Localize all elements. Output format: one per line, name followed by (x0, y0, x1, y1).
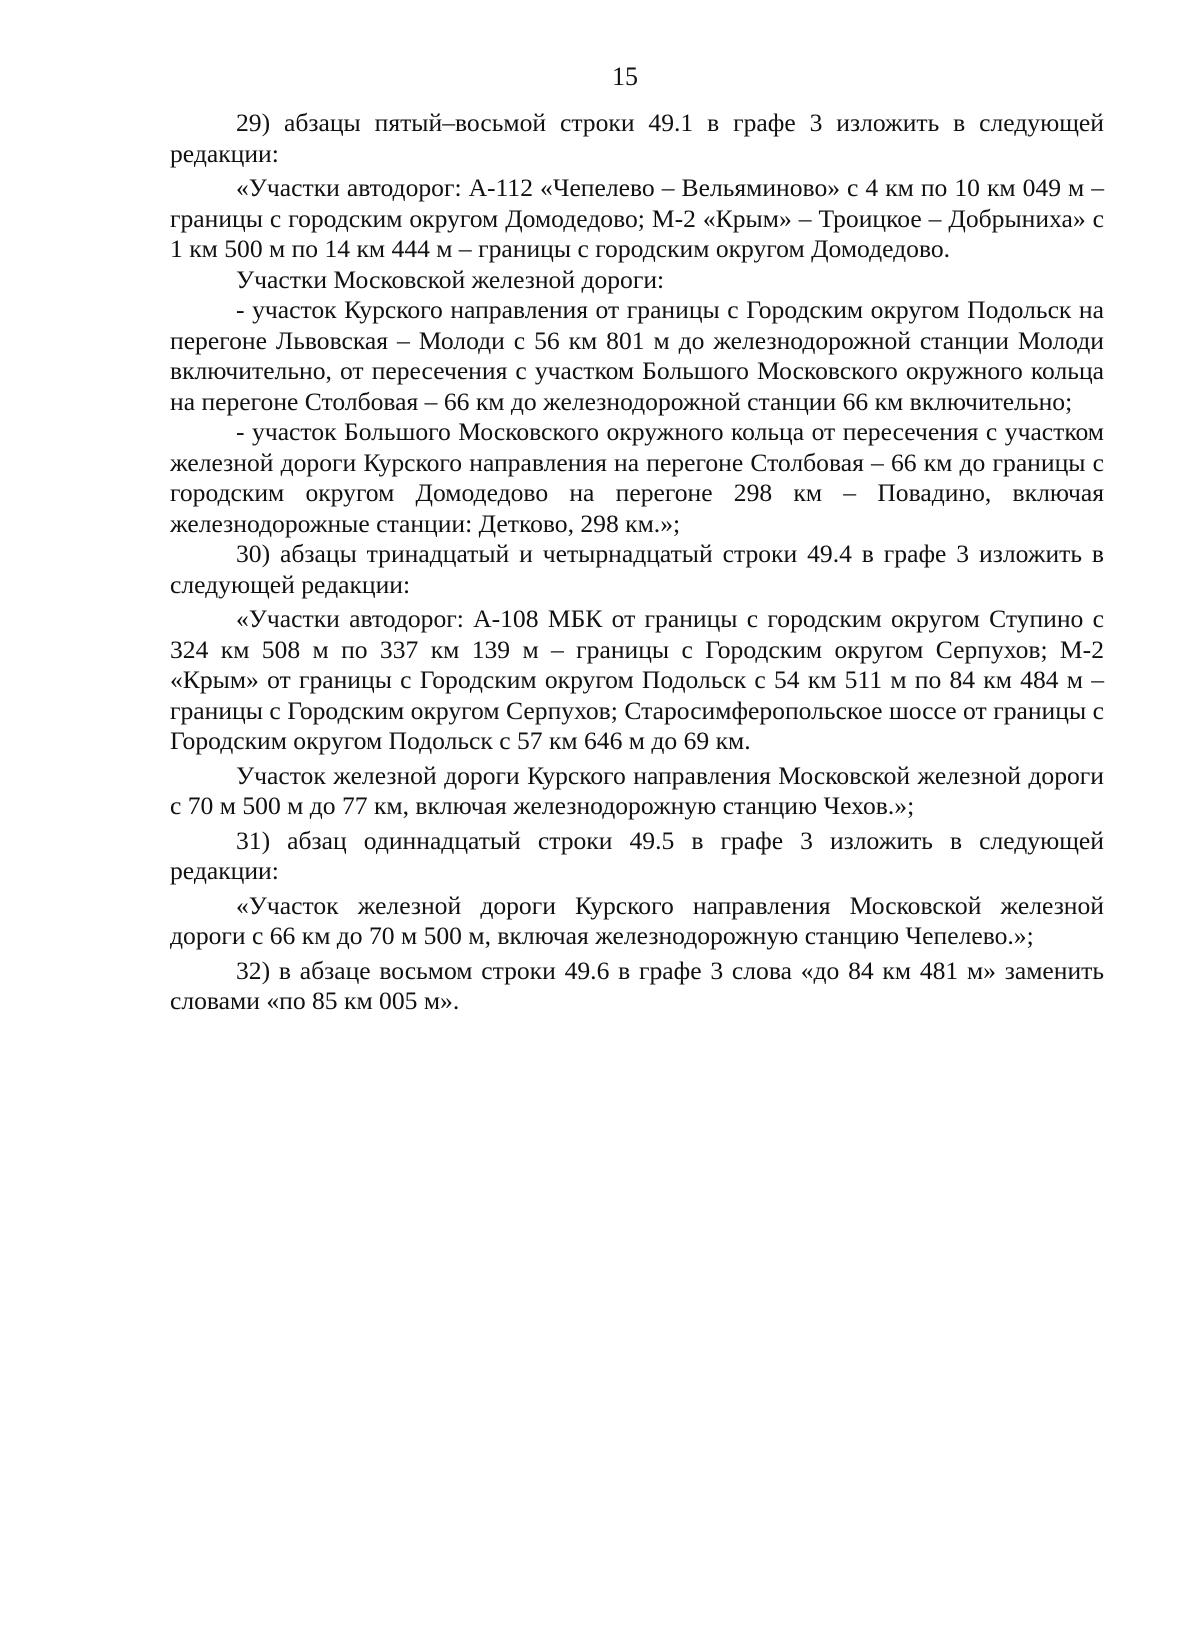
paragraph-item-29: 29) абзацы пятый–восьмой строки 49.1 в графе 3 изложить в следующей редакции: (170, 108, 1104, 168)
paragraph-bmok-section: - участок Большого Московского окружного кольца от пересечения с участком железной дороги Курского направления на перегоне Столбовая – 66 км до границы с городским округом Домодедово на перегоне 298 км – Повадино, включая железнодорожные станции: Детково, 298 км.»; (170, 417, 1104, 538)
paragraph-item-31: 31) абзац одиннадцатый строки 49.5 в графе 3 изложить в следующей редакции: (170, 825, 1104, 885)
paragraph-quote-road-sections: «Участки автодорог: А-112 «Чепелево – Вельяминово» с 4 км по 10 км 049 м – границы с городским округом Домодедово; М-2 «Крым» – Троицкое – Добрыниха» с 1 км 500 м по 14 км 444 м – границы с городским округом Домодедово. (170, 173, 1104, 263)
page-number: 15 (612, 62, 638, 91)
paragraph-chepelevo-section: «Участок железной дороги Курского направления Московской железной дороги с 66 км до 70 м 500 м, включая железнодорожную станцию Чепелево.»; (170, 890, 1104, 950)
paragraph-kursk-section: - участок Курского направления от границы с Городским округом Подольск на перегоне Львовская – Молоди с 56 км 801 м до железнодорожной станции Молоди включительно, от пересечения с участком Большого Московского окружного кольца на перегоне Столбовая – 66 км до железнодорожной станции 66 км включительно; (170, 295, 1104, 416)
document-body (170, 108, 1104, 1017)
paragraph-item-30: 30) абзацы тринадцатый и четырнадцатый строки 49.4 в графе 3 изложить в следующей редакции: (170, 539, 1104, 599)
paragraph-item-32: 32) в абзаце восьмом строки 49.6 в графе 3 слова «до 84 км 481 м» заменить словами «по 85 км 005 м». (170, 955, 1104, 1015)
paragraph-quote-a108: «Участки автодорог: А-108 МБК от границы с городским округом Ступино с 324 км 508 м по 337 км 139 м – границы с Городским округом Серпухов; М-2 «Крым» от границы с Городским округом Подольск с 54 км 511 м по 84 км 484 м – границы с Городским округом Серпухов; Старосимферопольское шоссе от границы с Городским округом Подольск с 57 км 646 м до 69 км. (170, 604, 1104, 755)
paragraph-chekhov-section: Участок железной дороги Курского направления Московской железной дороги с 70 м 500 м до 77 км, включая железнодорожную станцию Чехов.»; (170, 760, 1104, 820)
paragraph-railway-heading: Участки Московской железной дороги: (236, 264, 665, 294)
